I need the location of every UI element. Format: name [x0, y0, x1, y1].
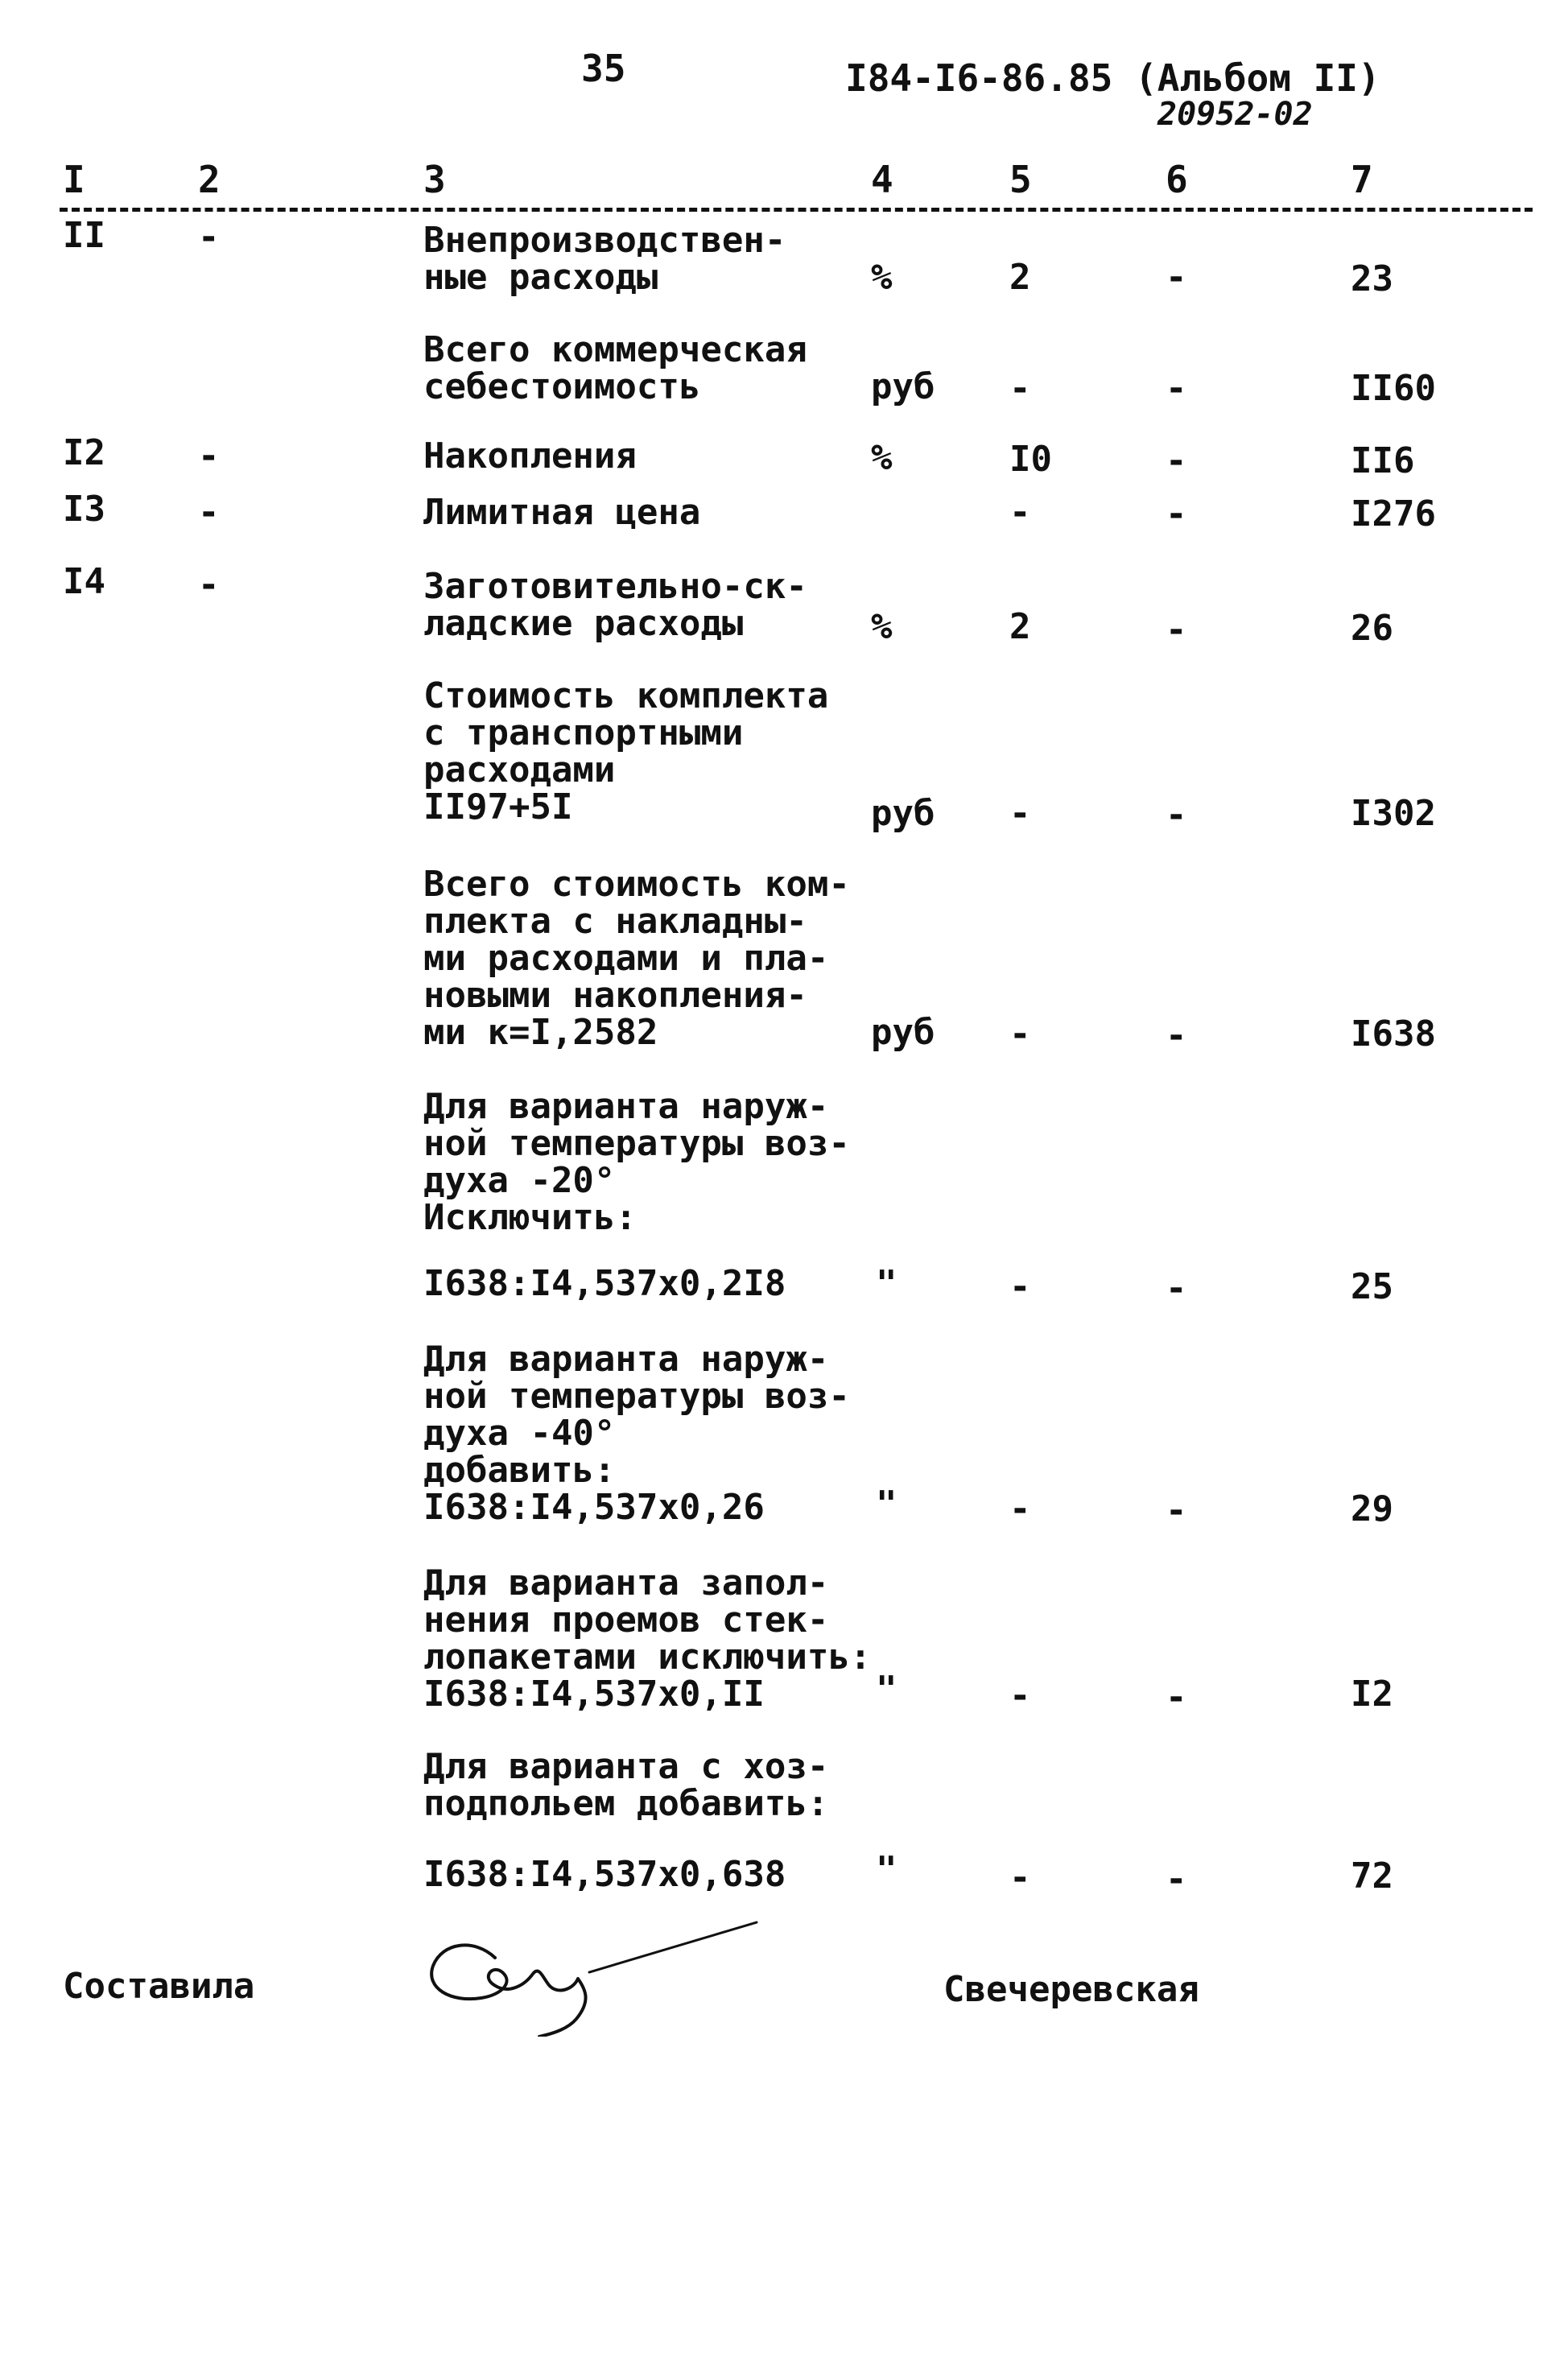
- row-col6: -: [1166, 440, 1187, 481]
- row-number: I3: [63, 489, 105, 530]
- row-rate: -: [1009, 1266, 1031, 1307]
- row-number: I4: [63, 561, 105, 602]
- row-unit: %: [871, 606, 893, 647]
- column-header-4: 4: [871, 158, 893, 201]
- row-col6: -: [1166, 1859, 1187, 1900]
- row-value: 26: [1351, 608, 1393, 649]
- row-unit: ": [876, 1669, 897, 1710]
- row-value: 25: [1351, 1266, 1393, 1307]
- row-unit: руб: [871, 1012, 935, 1053]
- row-description: Накопления: [423, 435, 637, 477]
- row-code: -: [198, 564, 220, 605]
- row-unit: ": [876, 1263, 897, 1304]
- row-col6: -: [1166, 1490, 1187, 1531]
- column-header-1: I: [63, 158, 85, 201]
- row-col6: -: [1166, 493, 1187, 535]
- page-number: 35: [581, 47, 626, 90]
- row-number: II: [63, 215, 105, 256]
- column-header-2: 2: [198, 158, 221, 201]
- row-rate: -: [1009, 1857, 1031, 1898]
- row-col6: -: [1166, 257, 1187, 298]
- row-rate: 2: [1009, 257, 1031, 298]
- row-unit: %: [871, 437, 893, 478]
- row-col6: -: [1166, 1268, 1187, 1309]
- row-col6: -: [1166, 368, 1187, 409]
- row-value: 72: [1351, 1855, 1393, 1897]
- row-description: Для варианта с хоз- подпольем добавить:: [423, 1746, 829, 1824]
- row-col6: -: [1166, 795, 1187, 836]
- document-code: I84-I6-86.85 (Альбом II): [845, 56, 1380, 100]
- row-unit: %: [871, 257, 893, 298]
- row-description: Всего коммерческая себестоимость: [423, 329, 807, 407]
- row-col6: -: [1166, 609, 1187, 650]
- row-rate: 2: [1009, 606, 1031, 647]
- row-code: -: [198, 492, 220, 533]
- row-unit: ": [876, 1849, 897, 1890]
- row-value: 29: [1351, 1488, 1393, 1529]
- row-code: -: [198, 217, 220, 258]
- row-rate: -: [1009, 1675, 1031, 1716]
- row-number: I2: [63, 432, 105, 473]
- row-value: II60: [1351, 368, 1436, 409]
- row-rate: -: [1009, 492, 1031, 533]
- column-header-6: 6: [1166, 158, 1188, 201]
- row-value: I276: [1351, 493, 1436, 535]
- row-unit: ": [876, 1484, 897, 1525]
- column-header-7: 7: [1351, 158, 1373, 201]
- signature-image: [419, 1916, 773, 2037]
- row-rate: -: [1009, 793, 1031, 834]
- header-divider: [60, 208, 1533, 212]
- row-description: Всего стоимость ком- плекта с накладны- ми расходами и пла- новыми накопления- ми к=I,2582: [423, 864, 850, 1053]
- row-col6: -: [1166, 1015, 1187, 1056]
- row-rate: I0: [1009, 439, 1052, 480]
- document-subcode: 20952-02: [1157, 96, 1313, 133]
- row-description: Стоимость комплекта с транспортными расходами II97+5I: [423, 675, 829, 828]
- row-code: -: [198, 435, 220, 477]
- row-description: Для варианта наруж- ной температуры воз- духа -20° Исключить:: [423, 1086, 850, 1238]
- row-description: I638:I4,537x0,638: [423, 1854, 786, 1895]
- compiled-by-label: Составила: [63, 1966, 255, 2007]
- row-description: Для варианта наруж- ной температуры воз- духа -40° добавить: I638:I4,537x0,26: [423, 1339, 850, 1528]
- row-col6: -: [1166, 1677, 1187, 1718]
- column-header-5: 5: [1009, 158, 1032, 201]
- compiler-name: Свечеревская: [943, 1969, 1199, 2010]
- row-rate: -: [1009, 1013, 1031, 1055]
- row-description: Для варианта запол- нения проемов стек- лопакетами исключить: I638:I4,537x0,II: [423, 1562, 872, 1715]
- row-value: II6: [1351, 440, 1415, 481]
- row-rate: -: [1009, 368, 1031, 409]
- row-value: I638: [1351, 1013, 1436, 1055]
- row-description: Внепроизводствен- ные расходы: [423, 220, 786, 298]
- row-value: I2: [1351, 1674, 1393, 1715]
- row-rate: -: [1009, 1488, 1031, 1529]
- row-unit: руб: [871, 366, 935, 407]
- row-description: Лимитная цена: [423, 492, 701, 533]
- column-header-3: 3: [423, 158, 446, 201]
- row-value: 23: [1351, 258, 1393, 299]
- row-description: I638:I4,537x0,2I8: [423, 1263, 786, 1304]
- row-description: Заготовительно-ск- ладские расходы: [423, 566, 807, 644]
- row-unit: руб: [871, 793, 935, 834]
- row-value: I302: [1351, 793, 1436, 834]
